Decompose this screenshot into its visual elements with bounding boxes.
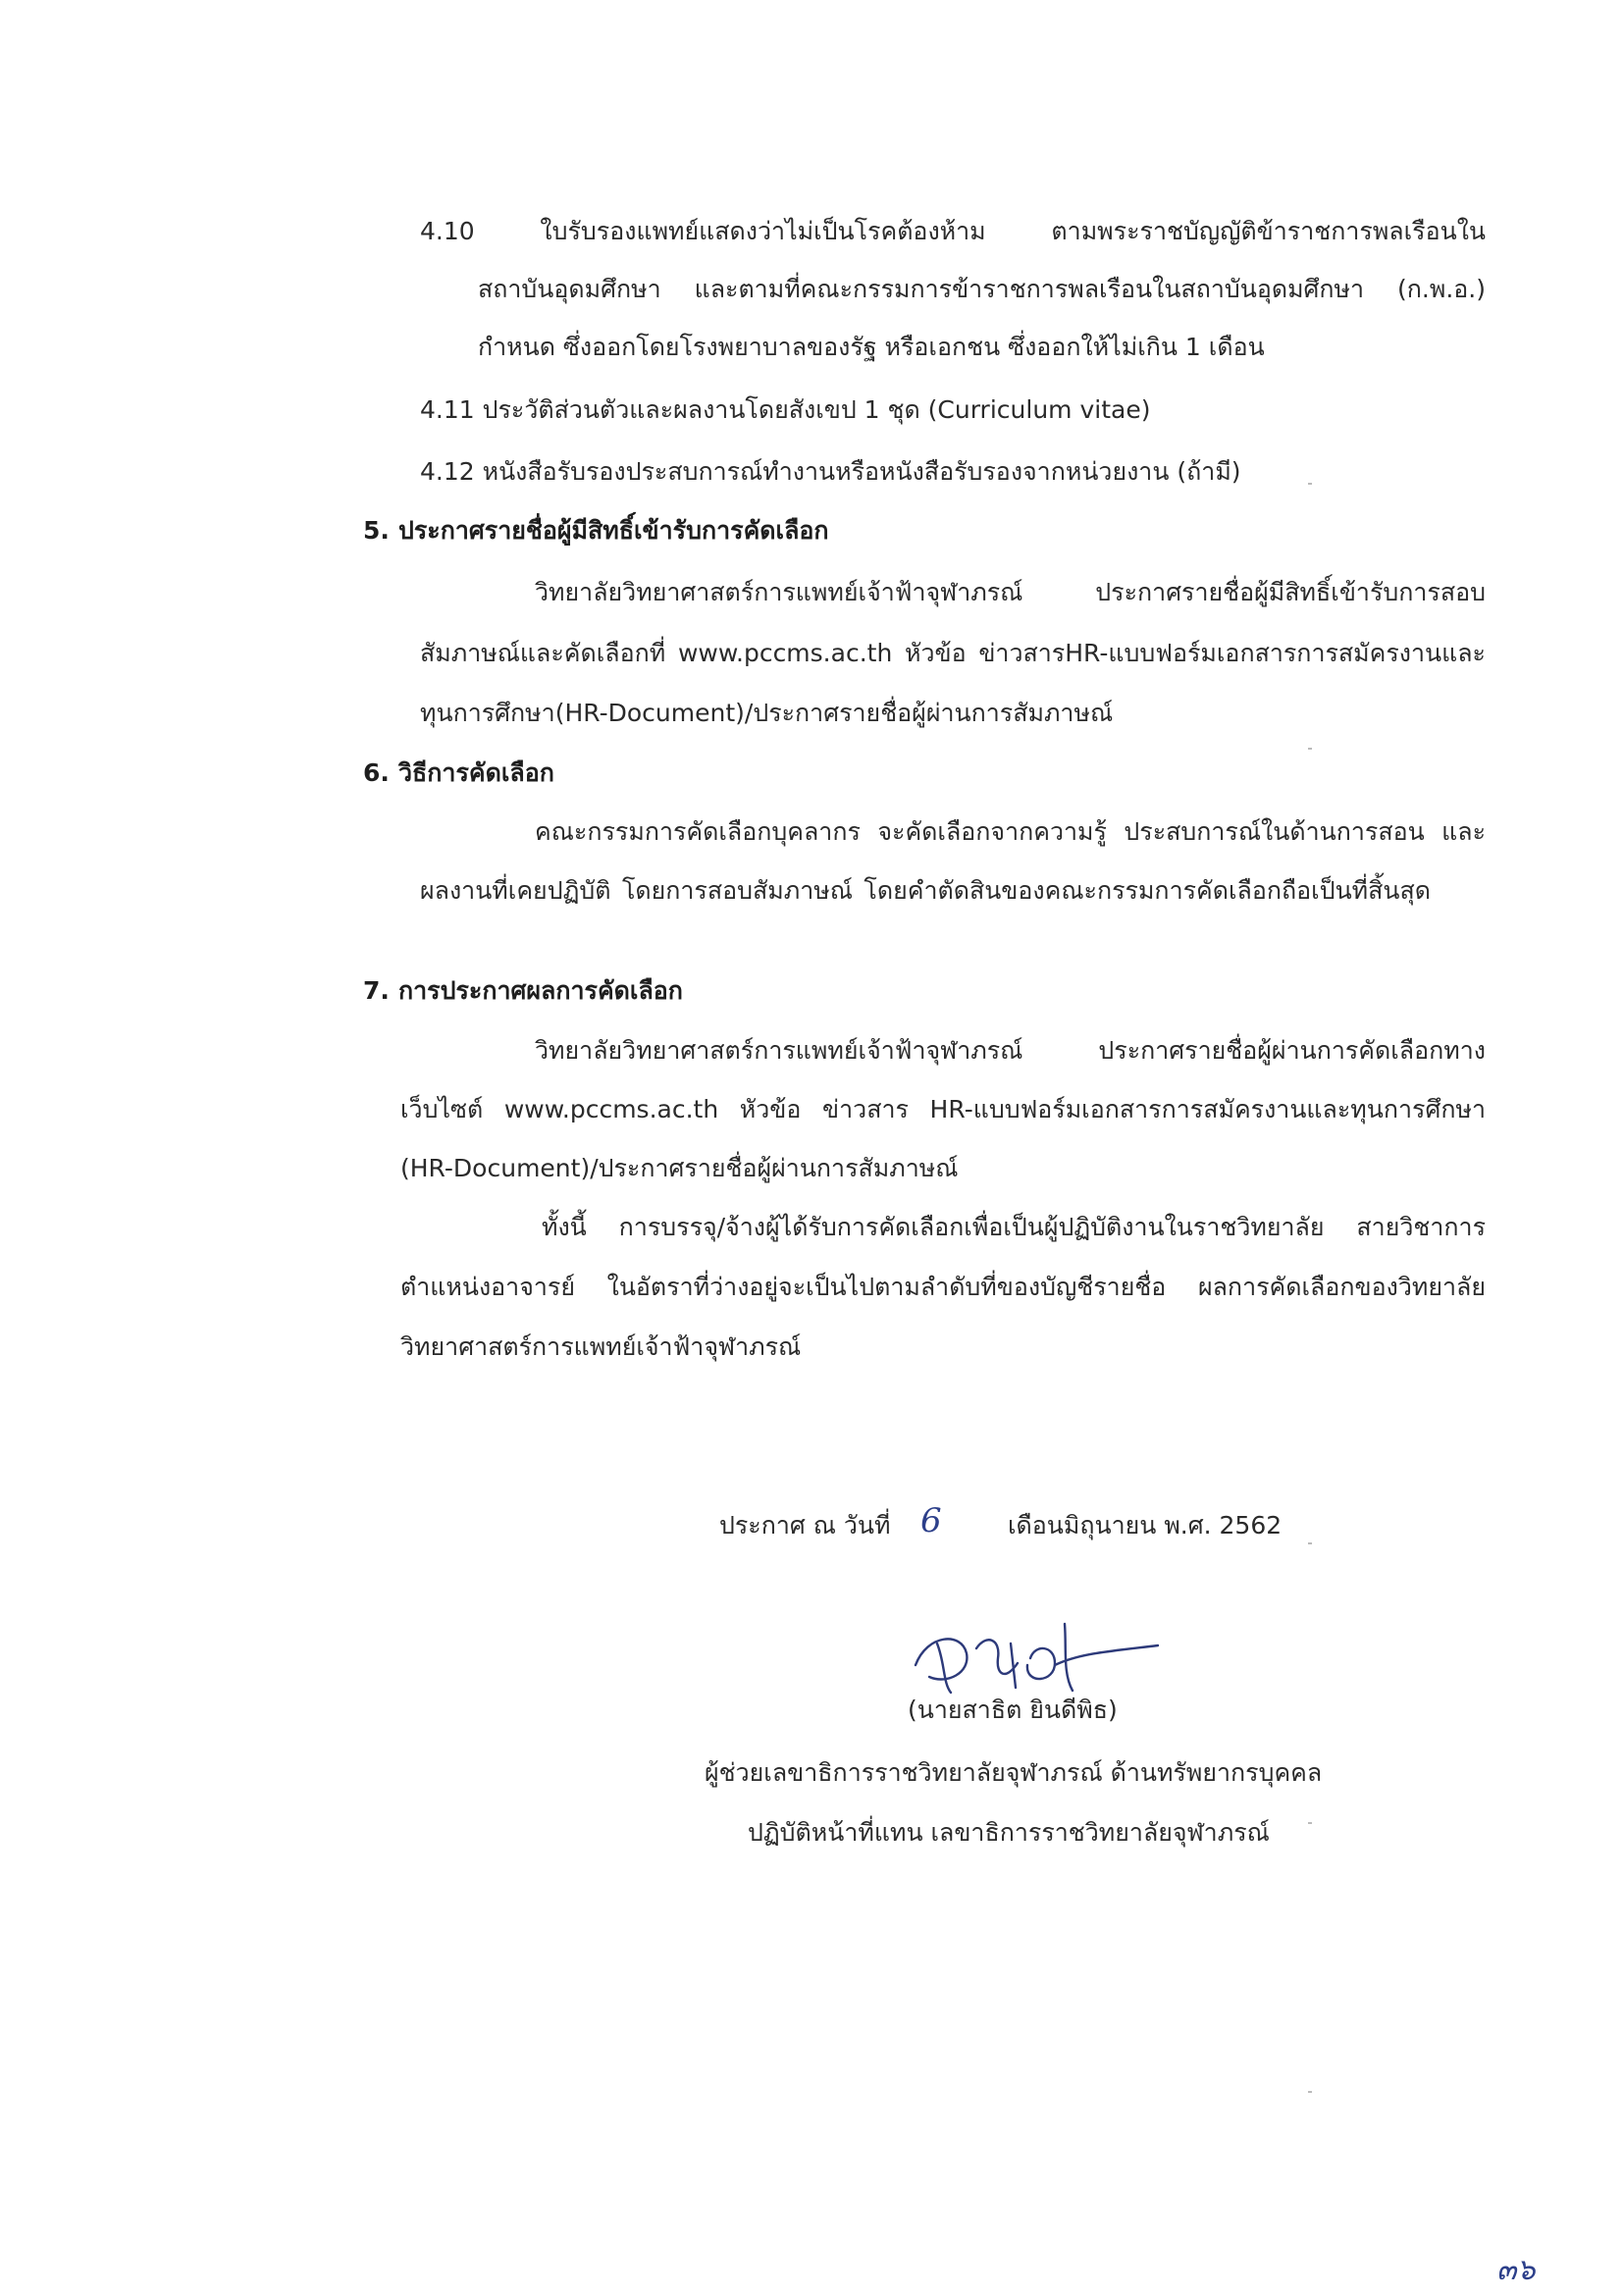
section-7-para2-line-1: ทั้งนี้ การบรรจุ/จ้างผู้ได้รับการคัดเลือกเพื่อเป็นผู้ปฏิบัติงานในราชวิทยาลัย สายวิชาการ [542, 1213, 1486, 1241]
announcement-prefix: ประกาศ ณ วันที่ [719, 1511, 891, 1539]
section-7-line-1: วิทยาลัยวิทยาศาสตร์การแพทย์เจ้าฟ้าจุฬาภรณ์ ประกาศรายชื่อผู้ผ่านการคัดเลือกทาง [535, 1036, 1486, 1065]
signatory-position-2: ปฏิบัติหน้าที่แทน เลขาธิการราชวิทยาลัยจุฬาภรณ์ [748, 1818, 1270, 1847]
section-6-number: 6. [363, 758, 390, 787]
section-7-title: การประกาศผลการคัดเลือก [398, 976, 683, 1005]
announcement-suffix: เดือนมิถุนายน พ.ศ. 2562 [1008, 1511, 1283, 1539]
section-6-line-1: คณะกรรมการคัดเลือกบุคลากร จะคัดเลือกจากความรู้ ประสบการณ์ในด้านการสอน และ [535, 817, 1486, 846]
handwritten-page-number: ๓๖ [1496, 2253, 1536, 2287]
section-5-number: 5. [363, 516, 390, 545]
item-4-10-line-3: กำหนด ซึ่งออกโดยโรงพยาบาลของรัฐ หรือเอกชน ซึ่งออกให้ไม่เกิน 1 เดือน [478, 333, 1265, 361]
item-4-11: 4.11 ประวัติส่วนตัวและผลงานโดยสังเขป 1 ชุด (Curriculum vitae) [420, 395, 1151, 424]
scan-speck [1308, 1542, 1312, 1544]
section-7-number: 7. [363, 976, 390, 1005]
section-5-line-2: สัมภาษณ์และคัดเลือกที่ www.pccms.ac.th หัวข้อ ข่าวสารHR-แบบฟอร์มเอกสารการสมัครงานและ [420, 639, 1486, 667]
section-5-heading [363, 513, 829, 548]
scan-speck [1308, 748, 1312, 750]
section-7-line-2: เว็บไซต์ www.pccms.ac.th หัวข้อ ข่าวสาร HR-แบบฟอร์มเอกสารการสมัครงานและทุนการศึกษา [400, 1095, 1486, 1123]
section-5-line-3: ทุนการศึกษา(HR-Document)/ประกาศรายชื่อผู้ผ่านการสัมภาษณ์ [420, 699, 1114, 727]
section-5-line-1: วิทยาลัยวิทยาศาสตร์การแพทย์เจ้าฟ้าจุฬาภรณ์ ประกาศรายชื่อผู้มีสิทธิ์เข้ารับการสอบ [535, 578, 1486, 606]
announcement-day-handwritten: 6 [920, 1501, 942, 1540]
signatory-name: (นายสาธิต ยินดีพิธ) [908, 1696, 1118, 1724]
signatory-position-1: ผู้ช่วยเลขาธิการราชวิทยาลัยจุฬาภรณ์ ด้านทรัพยากรบุคคล [705, 1758, 1323, 1787]
scan-speck [1308, 483, 1312, 485]
item-4-10-line-2: สถาบันอุดมศึกษา และตามที่คณะกรรมการข้าราชการพลเรือนในสถาบันอุดมศึกษา (ก.พ.อ.) [478, 275, 1486, 303]
item-4-10-line-1: 4.10 ใบรับรองแพทย์แสดงว่าไม่เป็นโรคต้องห้าม ตามพระราชบัญญัติข้าราชการพลเรือนใน [420, 217, 1486, 245]
section-6-line-2: ผลงานที่เคยปฏิบัติ โดยการสอบสัมภาษณ์ โดยคำตัดสินของคณะกรรมการคัดเลือกถือเป็นที่สิ้นสุด [420, 876, 1431, 905]
section-6-heading [363, 756, 554, 791]
section-7-line-3: (HR-Document)/ประกาศรายชื่อผู้ผ่านการสัมภาษณ์ [400, 1154, 959, 1182]
item-4-12: 4.12 หนังสือรับรองประสบการณ์ทำงานหรือหนังสือรับรองจากหน่วยงาน (ถ้ามี) [420, 457, 1241, 486]
section-5-title: ประกาศรายชื่อผู้มีสิทธิ์เข้ารับการคัดเลือก [398, 516, 829, 545]
section-7-para2-line-3: วิทยาศาสตร์การแพทย์เจ้าฟ้าจุฬาภรณ์ [400, 1332, 802, 1361]
section-7-para2-line-2: ตำแหน่งอาจารย์ ในอัตราที่ว่างอยู่จะเป็นไปตามลำดับที่ของบัญชีรายชื่อ ผลการคัดเลือกของวิทยาลัย [400, 1273, 1486, 1301]
scan-speck [1308, 1822, 1312, 1824]
section-7-heading [363, 973, 683, 1009]
section-6-title: วิธีการคัดเลือก [398, 758, 554, 787]
scan-speck [1308, 2091, 1312, 2093]
